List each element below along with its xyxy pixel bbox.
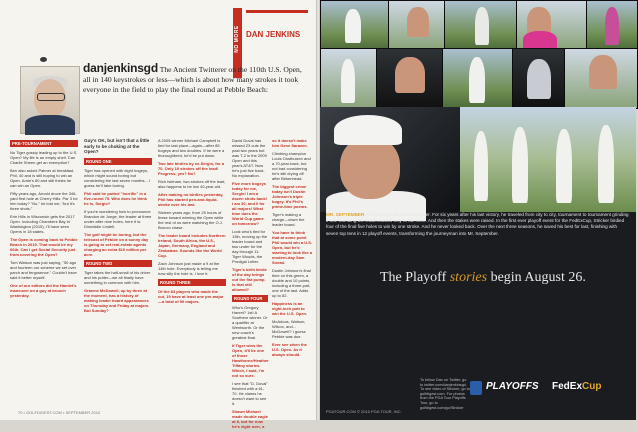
left-folio: 70 • GOLFDIGEST.COM • SEPTEMBER 2010 <box>18 410 101 415</box>
portrait-face <box>340 137 400 199</box>
tweet-entry: Look who's tied for 13th, moving up the leader board and two under for the day through 11: Tiger Woods, the Prodigal Letter. <box>232 229 268 264</box>
column-header-rule <box>246 10 308 13</box>
golfer-figure <box>474 131 488 201</box>
portrait-body <box>25 115 75 135</box>
tweet-entry: The Open is coming back to Pebble Beach in 2019. That would be my 66th. Can I get Social Security just from covering the Open? <box>10 237 78 257</box>
tweet-entry: You have to think that at some point Phil would win a U.S. Open, but he's starting to look like a modern-day Sam Snead. <box>272 230 313 265</box>
golfer-figure <box>341 59 355 103</box>
tweet-entry: Fifty years ago, Arnold drove the 346-yard first hole at Cherry Hills. Par 3 for him today? "No," he told me, "but it's three shots." <box>10 191 78 211</box>
tweet-entry: Two late birdies by ex-Sergio, for a 70. Only 10 strokes off the lead! Progress, yes? No? <box>158 161 224 176</box>
columnist-name: DAN JENKINS <box>246 30 301 39</box>
tweet-entry: Rich Isleham, two strokes off the lead, also happens to be low 40-year-old. <box>158 179 226 189</box>
tweet-column-5 <box>272 138 312 360</box>
round-header: PRE-TOURNAMENT <box>10 140 78 147</box>
sponsor-logos <box>470 375 630 405</box>
tweet-entry: Zach Johnson just made a 9 at the 14th hole. Everybody is telling me how silly the hole is. I love it. <box>158 261 220 276</box>
twitter-handle: danjenkinsgd <box>83 61 158 75</box>
golfer-figure <box>598 125 614 203</box>
tagline-part-b: stories <box>449 270 488 285</box>
twitter-bird-icon <box>40 57 47 62</box>
tweet-column-1 <box>10 138 78 301</box>
article-headline <box>83 61 308 94</box>
portrait-cap <box>334 115 402 145</box>
tagline-part-c: begin August 26. <box>490 270 586 285</box>
round-header: ROUND FOUR <box>232 295 268 302</box>
photo-golfer-swing <box>320 0 390 50</box>
left-page <box>0 0 316 429</box>
caption-lead: MR. SEPTEMBER <box>326 212 365 217</box>
right-folio: PGATOUR.COM © 2010 PGA TOUR, INC. <box>326 409 402 414</box>
tweet-entry: Phil said he putted "horrific" in a five-round 75. Who does he think he is, Sergio? <box>84 190 147 206</box>
tweet-column-2 <box>84 138 152 316</box>
round-header: ROUND THREE <box>158 279 226 286</box>
tweet-entry: The golf might be boring, but the telecast of Pebble on a sunny day is going to set real-estate agents charging an extra $10 million per acre. <box>84 231 149 257</box>
promo-info: To follow Dan on Twitter, go to twitter.com/danjenkinsgd. To see video of Stricker, go to golfdigest.com. For photos from the PGA Tour Playoffs Tour, go to golfdigest.com/go/Stricker <box>420 378 470 410</box>
tweet-entry: If Tiger wins the Open, it'll be one of those Hawthorne/Heather Tiffany stories. Which, I said, I'm not so sure. <box>232 343 269 378</box>
tweet-entry: After making no birdies yesterday, Phil has started pen-and-liquid-stroke over his last. <box>158 192 224 207</box>
photo-golfer-portrait-a <box>388 0 446 50</box>
fedexcup-logo <box>552 381 601 392</box>
tweet-entry: The leader board includes Northern Ireland, South Africa, the U.S., Japan, Germany, England and Zimbabwe. Sounds like the World Cup. <box>158 233 226 258</box>
round-header: ROUND TWO <box>84 260 152 267</box>
tagline-part-a: The Playoff <box>380 270 447 285</box>
tweet-entry: No Tiger gossip leading up to the U.S. Open? My life is an empty shell. Can Charlie Sheen get an exemption? <box>10 150 78 165</box>
tweet-entry: Erin Hills in Wisconsin gets the 2017 Open. Including Chambers Bay in Washington (2015), I'll have seen Opens in 18 states. <box>10 214 75 234</box>
photo-golfer-portrait-b <box>516 0 588 50</box>
tweet-entry: Graeme McDowell, up by three at the moment, has a history of making leader board appearances on Thursday and Friday at majors. But Sunday? <box>84 287 150 313</box>
photo-caption <box>326 212 630 237</box>
right-page <box>320 0 636 420</box>
golfer-figure <box>556 129 572 203</box>
tweet-entry: Tom Watson was just saying, "50 ago and fourteen our scheme we set over parch and fergosence." Couldn't have said it better myself. <box>10 260 77 280</box>
photo-golfers-row <box>460 107 636 212</box>
golfer-figure <box>469 57 485 103</box>
tweet-entry: Ever see when the U.S. Open. As it always should. <box>272 342 307 357</box>
round-header: ROUND ONE <box>84 158 152 165</box>
tweet-entry: Five more bogeys today for me, Sergio! I am a dozen shots back! I am 30, and 0 for all majors! What time does the World Cup game on tomorrow? <box>232 181 267 226</box>
photo-golfer-pink <box>586 0 638 50</box>
playoffs-logo: PLAYOFFS <box>486 381 539 392</box>
tweet-entry: The biggest crime today isn't Dustin Johnson's triple bogey. It's Phil's prime-time poems. <box>272 184 308 209</box>
golfer-face <box>589 55 617 89</box>
tweet-entry: Sixteen years ago, from 25 hours of these toward winning the Open while the rest of us were watching the O.J. Bronco chase. <box>158 210 224 230</box>
tweet-entry: Tiger takes the half-small of his driver and his putter—we all finally have something in common with him. <box>84 269 151 285</box>
golfer-figure <box>605 7 619 45</box>
tweet-column-3 <box>158 138 226 307</box>
tweet-entry: I see that "D. Duval" finished with a 61-70. He claims he doesn't want to see it. <box>232 381 268 406</box>
golfer-face <box>407 7 429 37</box>
tweet-entry: Of the 83 players who made the cut, 19 have at least one pre-major—a total of 50 majors. <box>158 289 224 304</box>
golfer-face <box>395 57 425 93</box>
tweet-entry: McAdoos, Watson, Wilcox, and... McDowell? I guess Pebble was due. <box>272 319 306 339</box>
golfer-figure <box>345 9 361 43</box>
tweet-entry: Shawn Michael made double eagle at 8, but for now he's eight over, a <box>232 409 269 429</box>
tweet-entry: Climbing champion Louis Oosthuizen and a 70-year-back, but not bad considering he's still drying off after Birkenhead. <box>272 151 311 181</box>
tweet-entry: Tiger has opened with eight bogeys, which might sound boring but considering the last seven months... I guess he'll take boring. <box>84 167 151 188</box>
golfer-figure <box>512 127 528 203</box>
portrait-glasses <box>37 93 65 101</box>
caption-body: The journeyman, Steve Stricker. For six years after his last victory, he traveled from city to city, tournament to tournament grinding it out. Climbing the leaderboards only to fall short. And then the stakes were raised. In the first ever playoff event for the FedExCup, Stricker birdied four of the final five holes to win by one stroke. And he never looked back. Over the next three seasons, he saved his best for last, finishing with seven top tens in 12 playoff events, transforming the journeyman into Mr. September. <box>326 212 629 236</box>
trophy-figure <box>527 59 551 99</box>
tweet-entry: Dustin Johnson's final time on this green, a double and 10 points, including a three-putt, one of the last. Adds up to 82. <box>272 268 311 298</box>
pga-tour-logo-icon <box>470 381 482 395</box>
fedex-text: FedEx <box>552 381 583 392</box>
tweet-column-4 <box>232 138 268 432</box>
tweet-entry: Ben also asked Palmer at breakfast, Phil, 40 and is still hoping to win an Open. Arnie's 80 and still thinks he can win an Open. <box>10 168 75 188</box>
photo-golfer-closeup <box>376 48 444 109</box>
photo-golfer-walk <box>444 0 518 50</box>
tweet-entry: Tiger's making a charge—down the leader board. <box>272 212 305 227</box>
photo-golfer-celebrate <box>442 48 514 109</box>
columnist-portrait <box>20 66 80 134</box>
tweet-entry: A 2005 winner Michael Campbell is tied for last place—again—after 85 bogeys and two doubles. If he were a thoroughbred, he'd be put down. <box>158 138 225 158</box>
photo-golfer-follow-through <box>320 48 378 109</box>
photo-stricker-portrait <box>320 107 460 212</box>
tweet-entry: David Duval has missed 23 cuts the past two years but was T-2 in the 2009 Open and this year's AT&T. Now he's just five back. No explanation. <box>232 138 267 178</box>
column-header <box>246 10 308 70</box>
section-tab-label: NO MORE <box>234 25 240 53</box>
tweet-entry: Who's Gregory Havret? 1st! A Southern winner. Or a qualifier at Wentworth. Or the new coach's greatest final. <box>232 305 268 340</box>
ad-tagline <box>380 270 630 286</box>
tweet-entry: so it doesn't make him Gene Sarazen. <box>272 138 308 148</box>
headline-text: The Ancient Twitterer on the 110th U.S. Open, all in 140 keystrokes or less—which is about how many strokes it took everyone in the field to play the final round at Pebble Beach: <box>83 65 302 94</box>
tweet-entry: Happiness is an eight-inch putt to win the U.S. Open. <box>272 301 308 316</box>
golfer-shirt <box>523 31 557 49</box>
tweet-entry: If you're wondering how to pronounce Brandon de Jonge, the leader at three under after nine holes, here it is: Dinwiddie Lindell. <box>84 208 152 229</box>
photo-trophy <box>512 48 566 109</box>
tweet-entry: One of our editors did the Hamlet's maneuver on a guy at brunch yesterday. <box>10 283 77 298</box>
tweet-entry: Guy's OK, but isn't that a little early to be choking at the Open? <box>84 138 150 154</box>
tweet-entry: Tiger's birth birdie of the day brings out the fist pump. Is that still allowed? <box>232 267 267 292</box>
golfer-figure <box>475 7 489 45</box>
cup-text: Cup <box>582 381 602 392</box>
photo-golfer-smile <box>564 48 638 109</box>
